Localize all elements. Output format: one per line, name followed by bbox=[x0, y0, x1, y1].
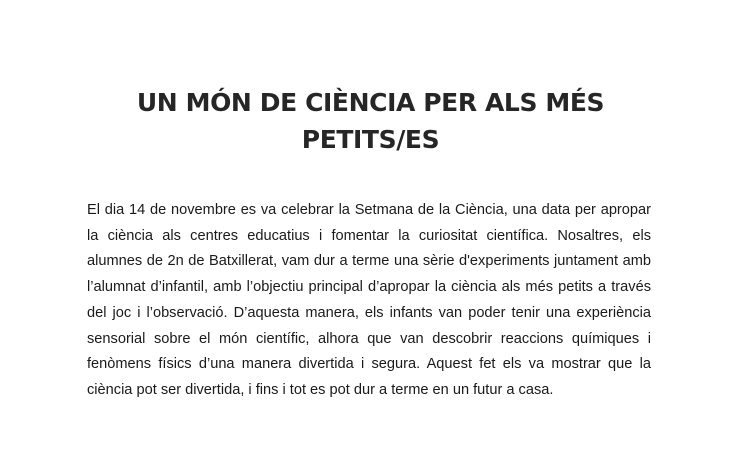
body-paragraph: El dia 14 de novembre es va celebrar la Setmana de la Ciència, una data per apropar la ciència als centres educatius i fomentar la curiositat científica. Nosaltres, els alumnes de 2n de Batxillerat, vam dur a terme una sèrie d'experiments juntament amb l’alumnat d’infantil, amb l’objectiu principal d’apropar la ciència als més petits a través del joc i l’observació. D’aquesta manera, els infants van poder tenir una experiència sensorial sobre el món científic, alhora que van descobrir reaccions químiques i fenòmens físics d’una manera divertida i segura. Aquest fet els va mostrar que la ciència pot ser divertida, i fins i tot es pot dur a terme en un futur a casa. bbox=[87, 202, 651, 398]
title-line-2: PETITS/ES bbox=[301, 125, 440, 154]
title-line-1: UN MÓN DE CIÈNCIA PER ALS MÉS bbox=[136, 88, 605, 117]
page-title bbox=[0, 84, 741, 158]
